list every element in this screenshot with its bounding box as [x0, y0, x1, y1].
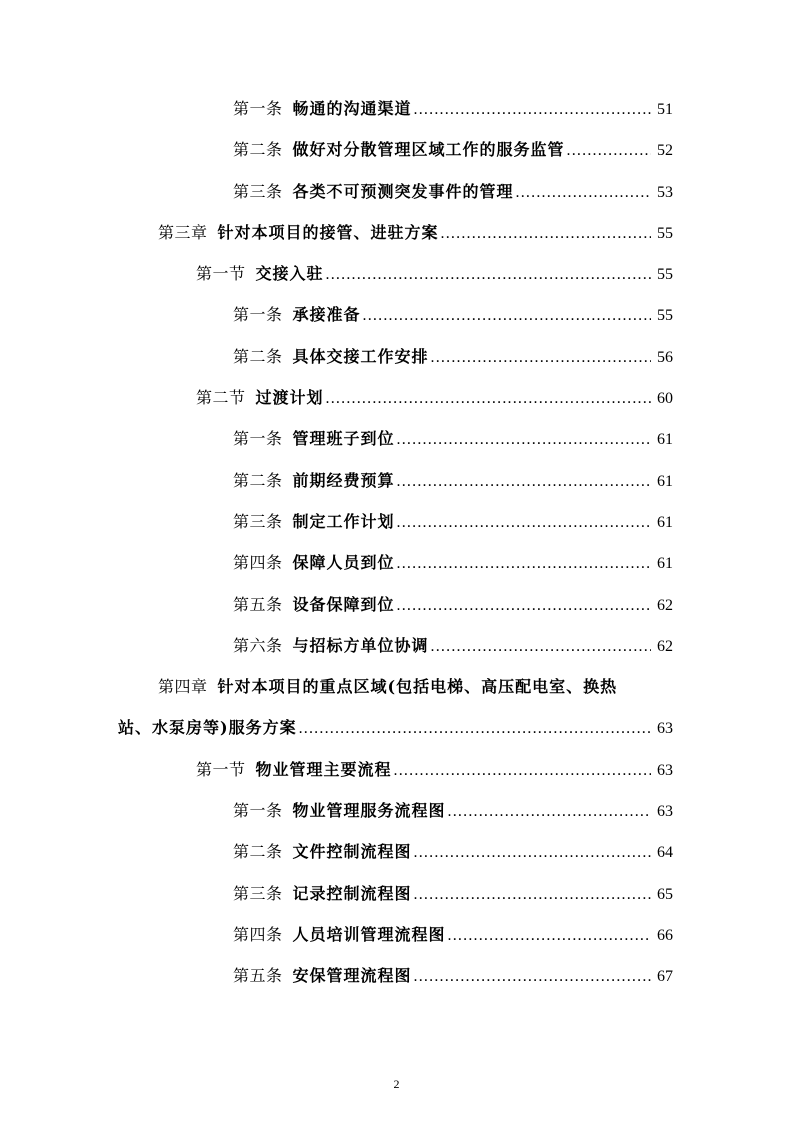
toc-dot-leader: [448, 915, 651, 956]
toc-entry-page: 55: [657, 307, 673, 325]
toc-entry[interactable]: [0, 88, 793, 129]
toc-entry-title: 具体交接工作安排: [292, 346, 429, 366]
toc-entry[interactable]: [0, 418, 793, 459]
toc-dot-leader: [567, 130, 651, 171]
toc-entry-title: 设备保障到位: [292, 594, 395, 614]
toc-entry-page: 64: [657, 844, 673, 862]
toc-entry[interactable]: [0, 171, 793, 212]
toc-dot-leader: [414, 832, 651, 873]
toc-entry-page: 61: [657, 555, 673, 573]
toc-entry-number: 第三条: [233, 883, 283, 903]
toc-entry-number: 第二条: [233, 346, 283, 366]
toc-entry-title: 人员培训管理流程图: [292, 924, 446, 944]
toc-section-entry[interactable]: [0, 377, 793, 418]
toc-entry-number: 第四条: [233, 553, 283, 573]
toc-entry-number: 第二条: [233, 470, 283, 490]
toc-entry-number: 第一条: [233, 99, 283, 118]
toc-entry-page: 63: [657, 761, 673, 779]
toc-entry-page: 67: [657, 968, 673, 986]
toc-entry-page: 61: [657, 513, 673, 531]
toc-entry-title: 承接准备: [292, 305, 361, 325]
toc-entry[interactable]: [0, 831, 793, 872]
toc-entry[interactable]: [0, 584, 793, 625]
toc-dot-leader: [397, 585, 651, 626]
toc-entry-number: 第一节: [196, 759, 246, 779]
toc-entry-number: 第一条: [233, 801, 283, 821]
toc-entry[interactable]: [0, 955, 793, 996]
toc-entry[interactable]: [0, 336, 793, 377]
toc-entry-number: 第三章: [158, 222, 208, 242]
toc-dot-leader: [516, 172, 651, 213]
toc-entry-title: 安保管理流程图: [292, 966, 412, 986]
toc-entry-page: 62: [657, 596, 673, 614]
toc-entry[interactable]: [0, 873, 793, 914]
toc-entry-number: 第二条: [233, 842, 283, 862]
toc-dot-leader: [397, 543, 651, 584]
toc-entry-title: 前期经费预算: [292, 470, 395, 490]
toc-entry-title: 制定工作计划: [292, 511, 395, 531]
toc-entry[interactable]: [0, 129, 793, 170]
toc-dot-leader: [326, 254, 651, 295]
toc-entry-page: 61: [657, 431, 673, 449]
toc-entry[interactable]: [0, 294, 793, 335]
toc-entry-number: 第二节: [196, 388, 246, 408]
toc-chapter-entry-line-2[interactable]: [0, 707, 793, 748]
toc-entry[interactable]: [0, 542, 793, 583]
toc-entry-title: 保障人员到位: [292, 553, 395, 573]
toc-entry-page: 66: [657, 926, 673, 944]
toc-dot-leader: [394, 750, 651, 791]
toc-entry-page: 55: [657, 266, 673, 284]
toc-dot-leader: [326, 378, 651, 419]
toc-entry-page: 61: [657, 472, 673, 490]
toc-entry-number: 第六条: [233, 635, 283, 655]
toc-entry-page: 65: [657, 885, 673, 903]
toc-dot-leader: [363, 295, 651, 336]
toc-entry-title: 畅通的沟通渠道: [292, 99, 412, 118]
toc-entry-page: 51: [657, 101, 673, 118]
toc-dot-leader: [414, 956, 651, 997]
toc-entry-title: 记录控制流程图: [292, 883, 412, 903]
toc-section-entry[interactable]: [0, 749, 793, 790]
toc-entry-page: 53: [657, 183, 673, 201]
toc-entry-title: 针对本项目的重点区域(包括电梯、高压配电室、换热: [217, 677, 618, 697]
toc-entry-number: 第一条: [233, 429, 283, 449]
toc-entry[interactable]: [0, 914, 793, 955]
toc-entry-number: 第五条: [233, 594, 283, 614]
toc-section-entry[interactable]: [0, 253, 793, 294]
toc-dot-leader: [441, 213, 651, 254]
toc-entry-title: 管理班子到位: [292, 429, 395, 449]
toc-entry-title: 做好对分散管理区域工作的服务监管: [292, 140, 565, 160]
toc-entry-page: 60: [657, 390, 673, 408]
toc-entry-title: 文件控制流程图: [292, 842, 412, 862]
toc-entry-number: 第五条: [233, 966, 283, 986]
toc-entry-number: 第一条: [233, 305, 283, 325]
toc-entry[interactable]: [0, 460, 793, 501]
toc-chapter-entry[interactable]: [0, 212, 793, 253]
toc-dot-leader: [431, 337, 651, 378]
table-of-contents: [0, 88, 793, 997]
toc-entry[interactable]: [0, 625, 793, 666]
toc-dot-leader: [414, 874, 651, 915]
toc-entry-title: 各类不可预测突发事件的管理: [292, 181, 514, 201]
toc-dot-leader: [397, 502, 651, 543]
toc-dot-leader: [448, 791, 651, 832]
toc-entry-page: 55: [657, 224, 673, 242]
toc-entry-number: 第二条: [233, 140, 283, 160]
toc-dot-leader: [414, 89, 651, 130]
toc-dot-leader: [397, 461, 651, 502]
toc-chapter-entry-line-1[interactable]: [0, 666, 793, 707]
toc-entry-number: 第四条: [233, 924, 283, 944]
toc-entry-title: 针对本项目的接管、进驻方案: [217, 222, 439, 242]
toc-dot-leader: [431, 626, 651, 667]
toc-dot-leader: [299, 708, 651, 749]
toc-entry-title: 物业管理主要流程: [255, 759, 392, 779]
toc-entry-number: 第一节: [196, 264, 246, 284]
toc-entry-number: 第三条: [233, 511, 283, 531]
toc-entry-page: 63: [657, 803, 673, 821]
toc-entry[interactable]: [0, 501, 793, 542]
toc-entry-title: 过渡计划: [255, 388, 324, 408]
toc-entry-number: 第三条: [233, 181, 283, 201]
toc-entry-page: 52: [657, 142, 673, 160]
toc-entry-number: 第四章: [158, 677, 208, 697]
page-number: 2: [393, 1077, 400, 1091]
toc-entry-title: 交接入驻: [255, 264, 324, 284]
toc-entry-title-continued: 站、水泵房等)服务方案: [118, 718, 297, 738]
toc-entry-page: 62: [657, 637, 673, 655]
toc-entry[interactable]: [0, 790, 793, 831]
toc-entry-title: 物业管理服务流程图: [292, 801, 446, 821]
toc-entry-title: 与招标方单位协调: [292, 635, 429, 655]
toc-dot-leader: [397, 419, 651, 460]
toc-entry-page: 56: [657, 348, 673, 366]
toc-entry-page: 63: [657, 720, 673, 738]
